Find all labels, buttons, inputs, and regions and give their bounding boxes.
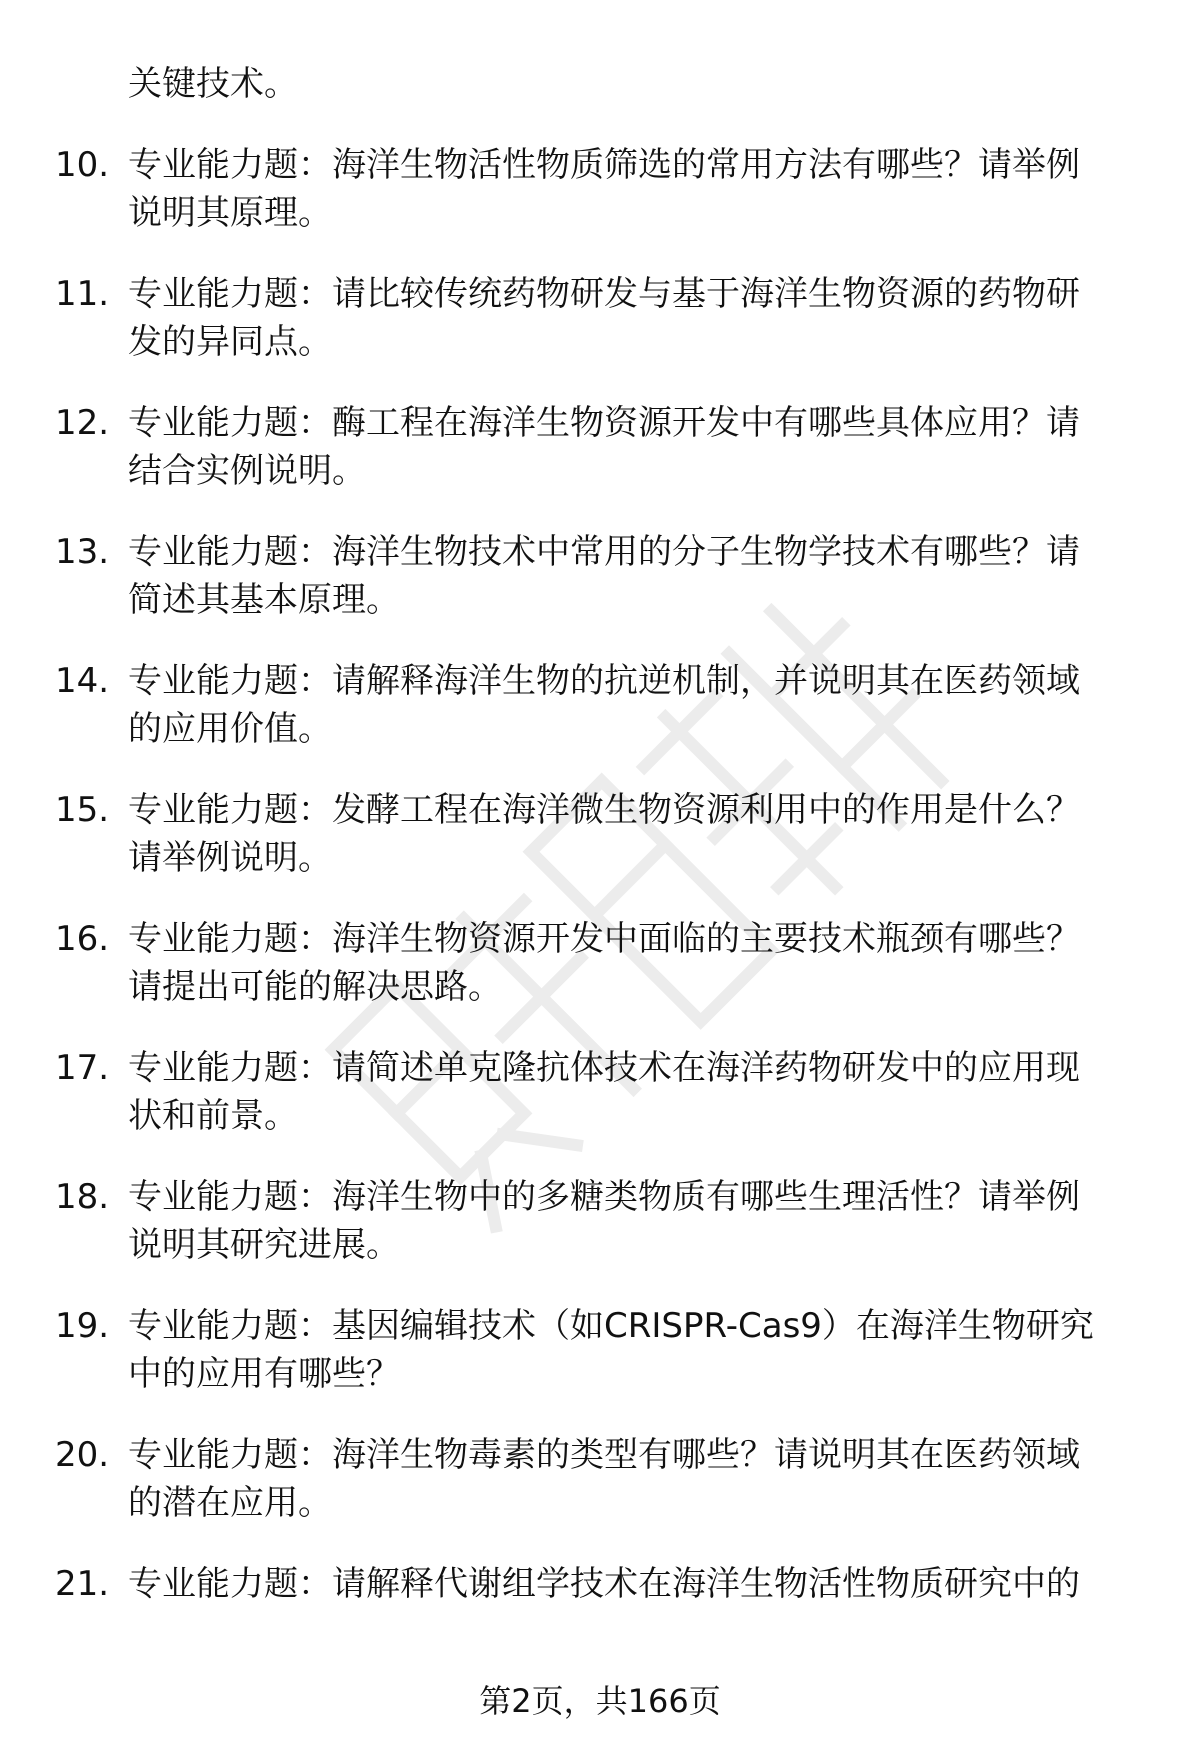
item-number: 10. (55, 145, 110, 185)
item-text (128, 1560, 1145, 1608)
item-text (128, 399, 1145, 495)
continuation-text: 关键技术。 (128, 64, 298, 104)
list-item (55, 399, 1145, 495)
list-item (55, 915, 1145, 1011)
item-text (128, 1431, 1145, 1527)
list-item (55, 1173, 1145, 1269)
item-text-line: 说明其研究进展。 (128, 1225, 400, 1265)
item-text-line: 状和前景。 (128, 1096, 298, 1136)
item-text-line: 专业能力题：请解释代谢组学技术在海洋生物活性物质研究中的 (128, 1564, 1080, 1604)
item-text (128, 915, 1145, 1011)
item-text-line: 专业能力题：发酵工程在海洋微生物资源利用中的作用是什么？ (128, 790, 1080, 830)
item-number: 19. (55, 1306, 110, 1346)
item-text-line: 专业能力题：海洋生物毒素的类型有哪些？请说明其在医药领域 (128, 1435, 1080, 1475)
list-item (55, 1302, 1145, 1398)
item-text (128, 786, 1145, 882)
item-number: 13. (55, 532, 110, 572)
item-text-line: 说明其原理。 (128, 193, 332, 233)
list-item (55, 657, 1145, 753)
item-text (128, 1173, 1145, 1269)
item-number: 15. (55, 790, 110, 830)
list-item (55, 270, 1145, 366)
item-text-line: 请提出可能的解决思路。 (128, 967, 502, 1007)
item-text-line: 专业能力题：海洋生物资源开发中面临的主要技术瓶颈有哪些？ (128, 919, 1080, 959)
list-item (55, 1560, 1145, 1608)
item-text (128, 141, 1145, 237)
list-item (55, 786, 1145, 882)
item-text-line: 专业能力题：海洋生物技术中常用的分子生物学技术有哪些？请 (128, 532, 1080, 572)
item-text-line: 简述其基本原理。 (128, 580, 400, 620)
item-number: 18. (55, 1177, 110, 1217)
item-text (128, 657, 1145, 753)
item-text (128, 270, 1145, 366)
item-text-line: 专业能力题：基因编辑技术（如CRISPR-Cas9）在海洋生物研究 (128, 1306, 1094, 1346)
item-text-line: 专业能力题：请解释海洋生物的抗逆机制，并说明其在医药领域 (128, 661, 1080, 701)
item-number: 11. (55, 274, 110, 314)
item-text-line: 专业能力题：酶工程在海洋生物资源开发中有哪些具体应用？请 (128, 403, 1080, 443)
item-number: 20. (55, 1435, 110, 1475)
item-text-line: 专业能力题：请简述单克隆抗体技术在海洋药物研发中的应用现 (128, 1048, 1080, 1088)
item-text-line: 专业能力题：海洋生物活性物质筛选的常用方法有哪些？请举例 (128, 145, 1080, 185)
item-text-line: 专业能力题：请比较传统药物研发与基于海洋生物资源的药物研 (128, 274, 1080, 314)
item-number: 14. (55, 661, 110, 701)
list-item (55, 141, 1145, 237)
item-text-line: 请举例说明。 (128, 838, 332, 878)
item-text (128, 528, 1145, 624)
item-text-line: 发的异同点。 (128, 322, 332, 362)
item-number: 17. (55, 1048, 110, 1088)
item-text-line: 结合实例说明。 (128, 451, 366, 491)
item-number: 12. (55, 403, 110, 443)
item-number: 21. (55, 1564, 110, 1604)
item-number: 16. (55, 919, 110, 959)
item-text-line: 中的应用有哪些？ (128, 1354, 400, 1394)
item-text (128, 1044, 1145, 1140)
page-footer: 第2页，共166页 (479, 1682, 721, 1720)
item-text (128, 1302, 1145, 1398)
list-item (55, 1044, 1145, 1140)
item-text-line: 专业能力题：海洋生物中的多糖类物质有哪些生理活性？请举例 (128, 1177, 1080, 1217)
item-text-line: 的应用价值。 (128, 709, 332, 749)
item-text-line: 的潜在应用。 (128, 1483, 332, 1523)
list-item (55, 1431, 1145, 1527)
list-item (55, 528, 1145, 624)
question-list (55, 60, 1145, 1641)
